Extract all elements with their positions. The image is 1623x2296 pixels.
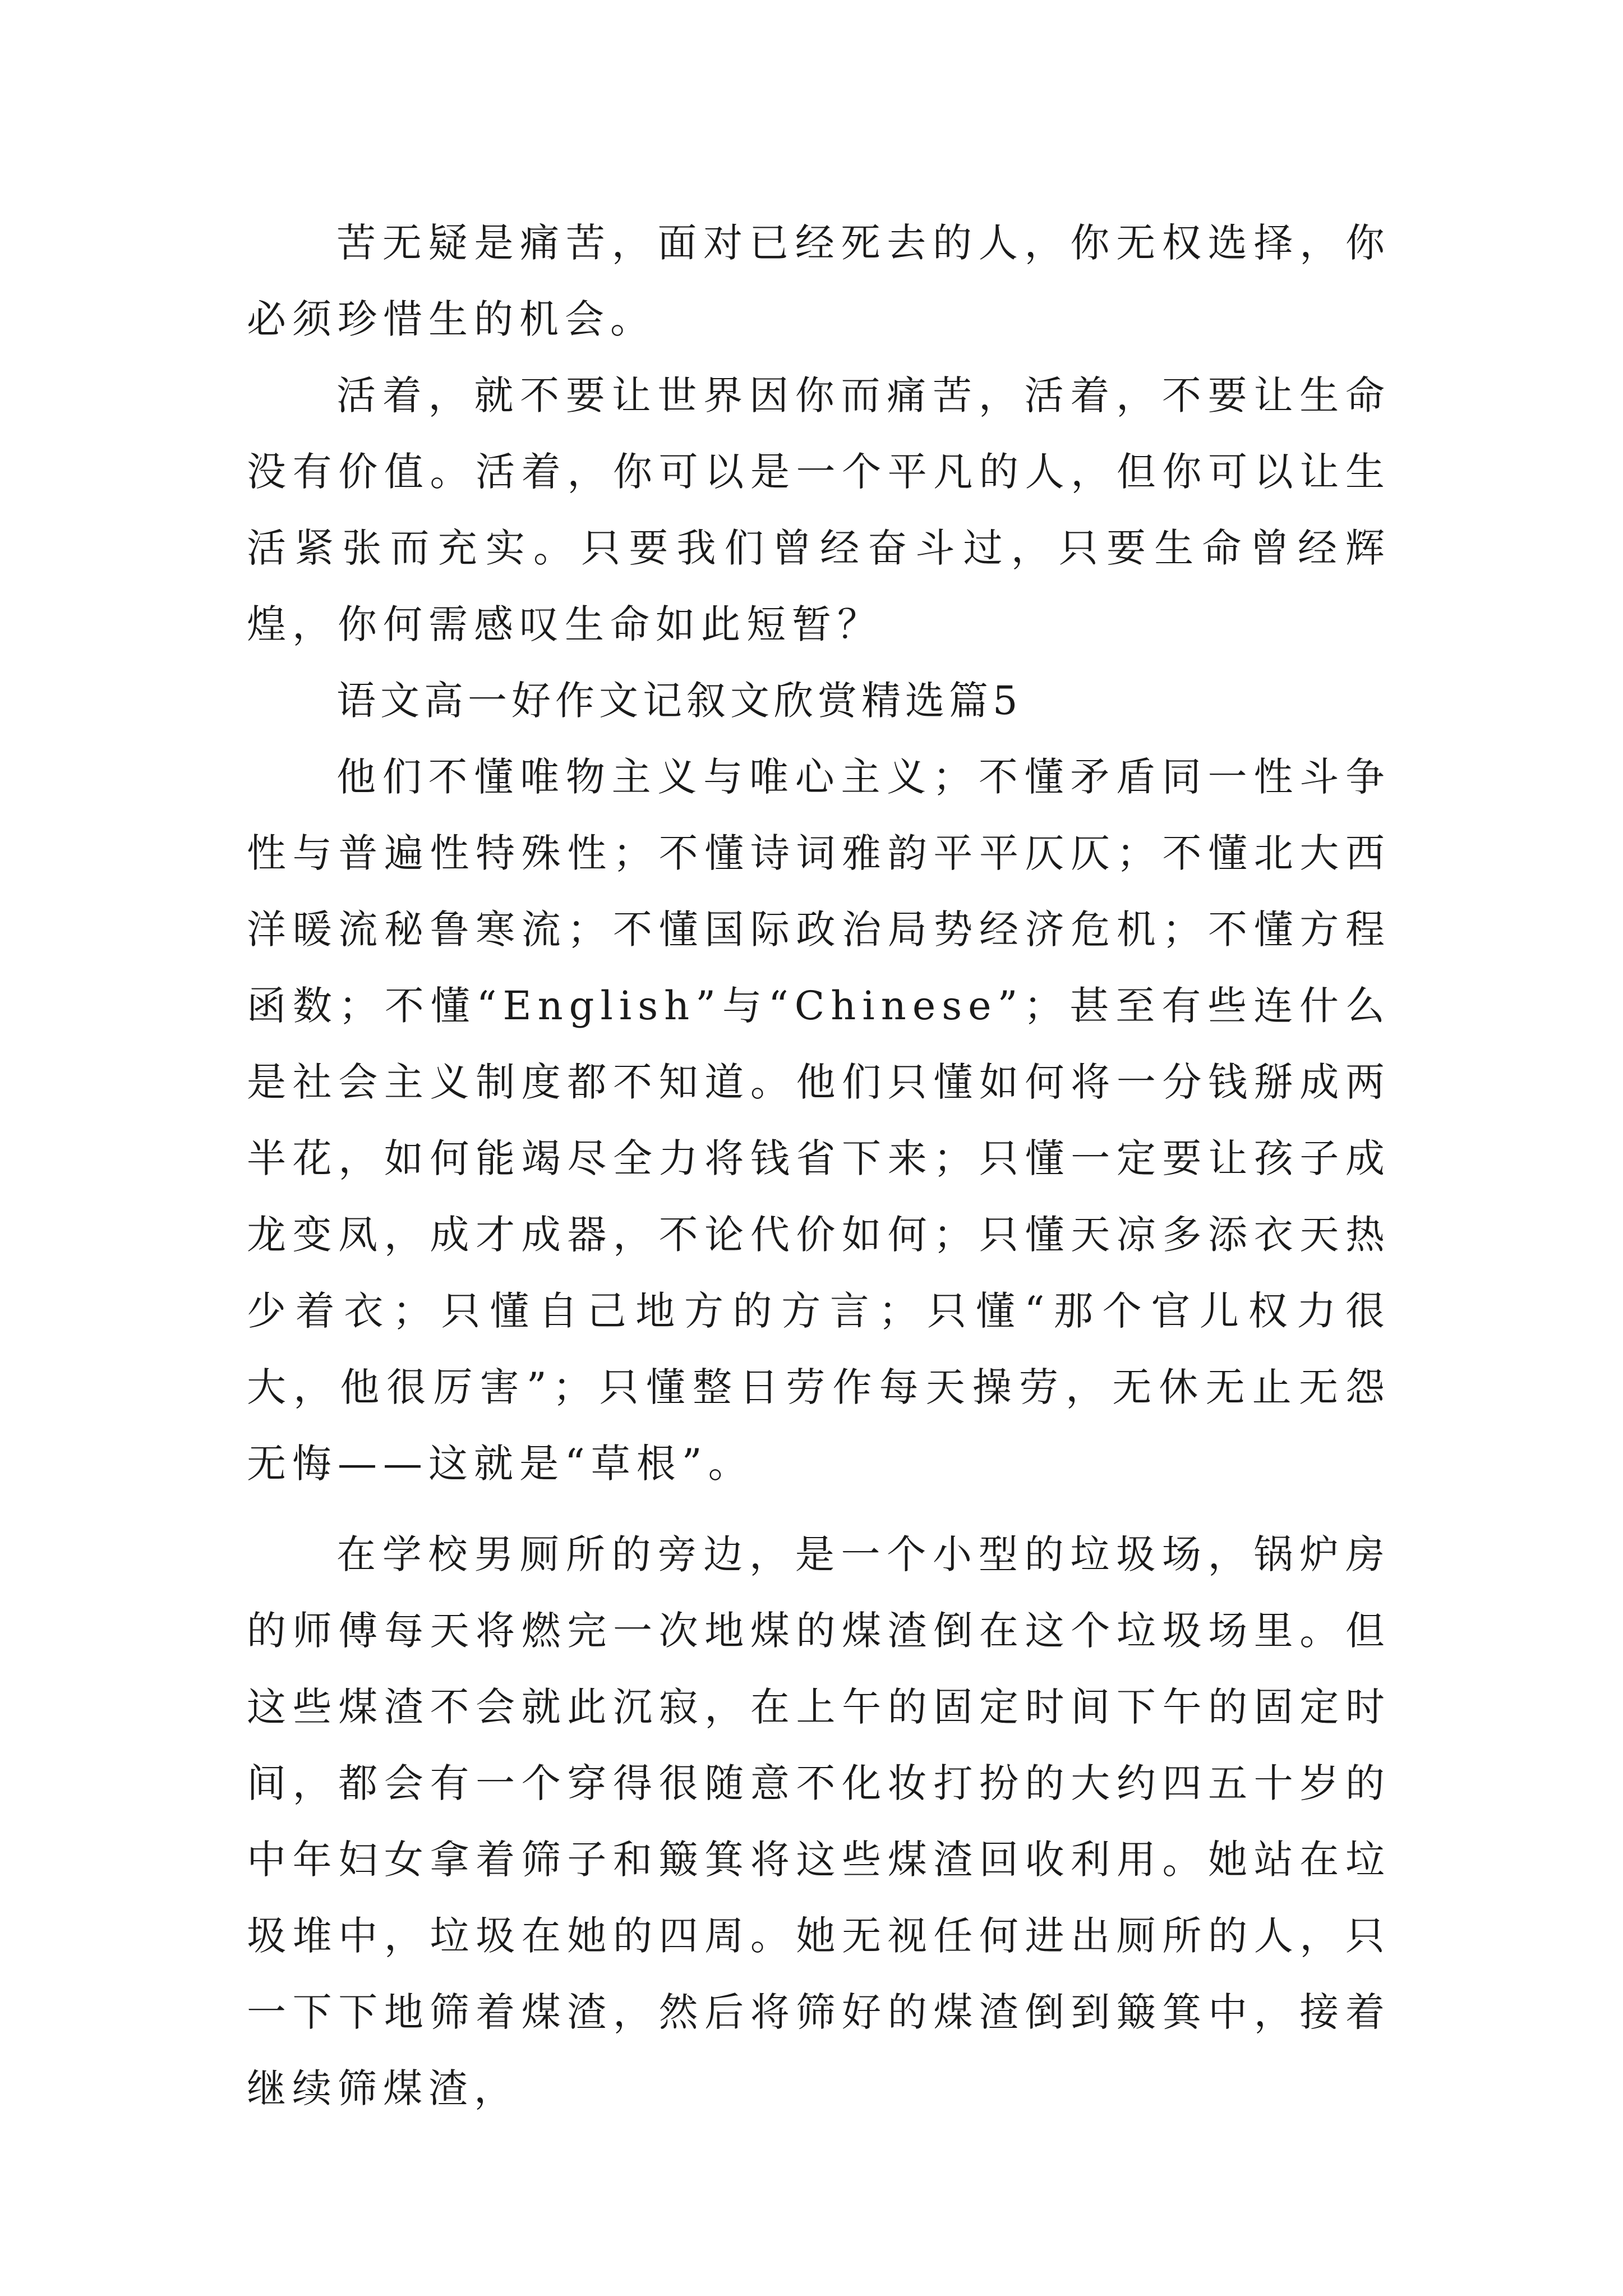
paragraph-3: 他们不懂唯物主义与唯心主义；不懂矛盾同一性斗争性与普遍性特殊性；不懂诗词雅韵平平仄仄；不懂北大西洋暖流秘鲁寒流；不懂国际政治局势经济危机；不懂方程函数；不懂“English”与“Chinese”；甚至有些连什么是社会主义制度都不知道。他们只懂如何将一分钱掰成两半花，如何能竭尽全力将钱省下来；只懂一定要让孩子成龙变凤，成才成器，不论代价如何；只懂天凉多添衣天热少着衣；只懂自己地方的方言；只懂“那个官儿权力很大，他很厉害”；只懂整日劳作每天操劳，无休无止无怨无悔——这就是“草根”。 (247, 754, 1391, 1487)
document-body (247, 205, 1391, 2127)
paragraph-1: 苦无疑是痛苦，面对已经死去的人，你无权选择，你必须珍惜生的机会。 (247, 220, 1391, 342)
paragraph-4: 在学校男厕所的旁边，是一个小型的垃圾场，锅炉房的师傅每天将燃完一次地煤的煤渣倒在这个垃圾场里。但这些煤渣不会就此沉寂，在上午的固定时间下午的固定时间，都会有一个穿得很随意不化妆打扮的大约四五十岁的中年妇女拿着筛子和簸箕将这些煤渣回收利用。她站在垃圾堆中，垃圾在她的四周。她无视任何进出厕所的人，只一下下地筛着煤渣，然后将筛好的煤渣倒到簸箕中，接着继续筛煤渣， (247, 1531, 1391, 2111)
section-heading: 语文高一好作文记叙文欣赏精选篇5 (336, 678, 1022, 724)
paragraph-2: 活着，就不要让世界因你而痛苦，活着，不要让生命没有价值。活着，你可以是一个平凡的人，但你可以让生活紧张而充实。只要我们曾经奋斗过，只要生命曾经辉煌，你何需感叹生命如此短暂？ (247, 372, 1391, 647)
